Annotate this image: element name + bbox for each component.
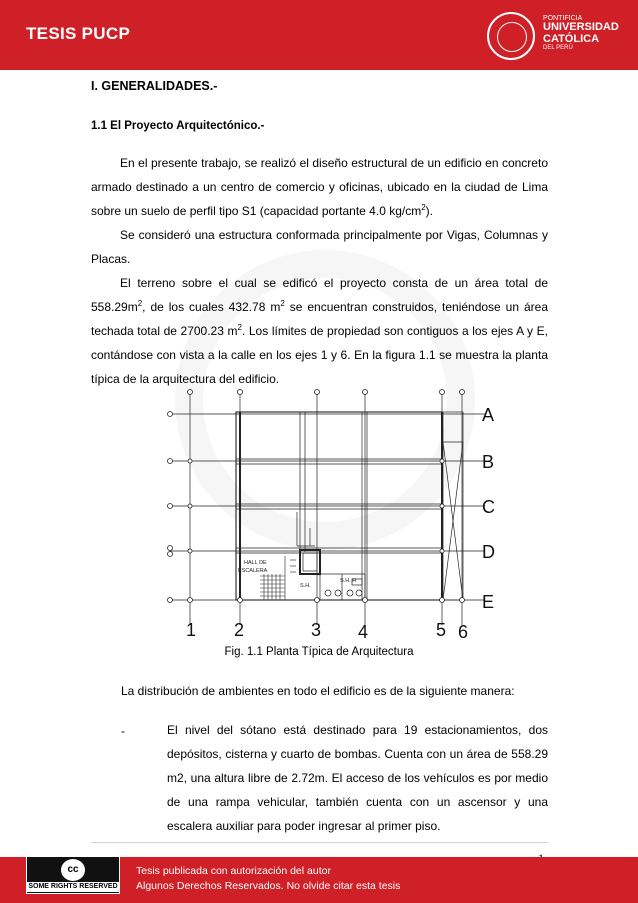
header-bar: [0, 0, 638, 70]
university-seal-icon: [487, 12, 535, 60]
footer-line-1: Tesis publicada con autorización del autor: [136, 865, 331, 877]
label-hall: HALL DE: [244, 560, 267, 566]
university-name: [543, 15, 619, 52]
section-title: I. GENERALIDADES.-: [91, 79, 218, 93]
label-sh-2: S.H. H: [340, 578, 357, 584]
label-escalera: ESCALERA: [238, 568, 268, 574]
paragraph-2: Se consideró una estructura conformada principalmente por Vigas, Columnas y Placas.: [91, 228, 548, 266]
footer-line-2: Algunos Derechos Reservados. No olvide citar esta tesis: [136, 880, 401, 892]
cc-license-badge[interactable]: [26, 856, 120, 894]
university-line4: DEL PERÚ: [543, 45, 573, 52]
body-text: [91, 151, 548, 391]
footer-text: [136, 864, 400, 894]
figure-caption: Fig. 1.1 Planta Típica de Arquitectura: [224, 646, 414, 658]
axis-label-e: E: [482, 592, 495, 612]
axis-label-c: C: [482, 497, 495, 517]
axis-label-a: A: [482, 405, 495, 425]
page-divider: [91, 842, 548, 843]
university-line3: CATÓLICA: [543, 32, 600, 45]
bullet-marker: -: [121, 724, 125, 738]
axis-label-4: 4: [358, 622, 369, 642]
bullet-text: El nivel del sótano está destinado para 19 estacionamientos, dos depósitos, cisterna y cuarto de bombas. Cuenta con un área de 558.29 m2, una altura libre de 2.72m. El acceso de los vehículos es por medio de una rampa vehicular, también cuenta con un ascensor y una escalera auxiliar para poder ingresar al primer piso.: [167, 723, 548, 833]
axis-label-1: 1: [186, 620, 197, 640]
distribution-intro: La distribución de ambientes en todo el edificio es de la siguiente manera:: [121, 684, 515, 698]
paragraph-3: El terreno sobre el cual se edificó el proyecto consta de un área total de $558.29m^2$, de los cuales 432.78 $m^2$ se encuentran construidos, teniéndose un área techada total de 2700.23 $m^2$. Los límites de propiedad son contiguos a los ejes A y E, contándose con vista a la calle en los ejes 1 y 6. En la figura 1.1 se muestra la planta típica de la arquitectura del edificio.: [91, 276, 548, 386]
cc-icon: cc: [61, 859, 85, 881]
axis-label-3: 3: [311, 620, 322, 640]
university-line1: PONTIFICIA: [543, 15, 583, 22]
label-sh-1: S.H.: [300, 583, 311, 589]
header-title: TESIS PUCP: [26, 24, 131, 43]
axis-label-6: 6: [458, 622, 469, 642]
paragraph-1: En el presente trabajo, se realizó el diseño estructural de un edificio en concreto armado destinado a un centro de comercio y oficinas, ubicado en la ciudad de Lima sobre un suelo de perfil tipo S1 (capacidad portante 4.0 $kg/cm^2$).: [91, 156, 548, 218]
subsection-title: 1.1 El Proyecto Arquitectónico.-: [91, 120, 265, 132]
axis-label-d: D: [482, 542, 495, 562]
axis-label-2: 2: [234, 620, 245, 640]
floor-plan-figure: [160, 380, 500, 642]
university-line2: UNIVERSIDAD: [543, 21, 619, 34]
cc-badge-text: SOME RIGHTS RESERVED: [28, 883, 118, 890]
axis-label-b: B: [482, 452, 495, 472]
axis-label-5: 5: [436, 620, 447, 640]
